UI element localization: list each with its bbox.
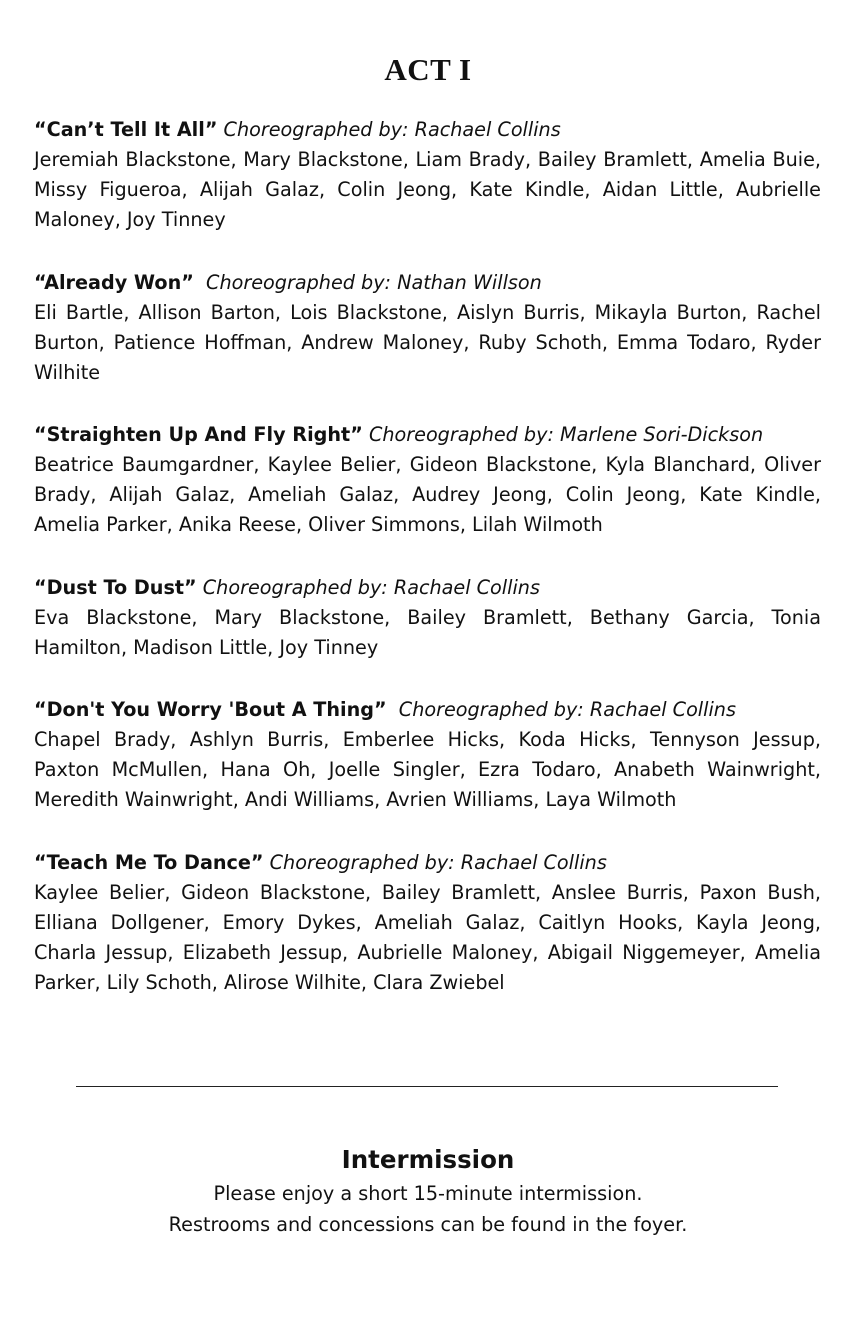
choreographer-credit: Choreographed by: Rachael Collins bbox=[398, 698, 736, 721]
intermission-facilities-note: Restrooms and concessions can be found in the foyer. bbox=[168, 1213, 688, 1236]
song-title: “Dust To Dust” bbox=[34, 575, 197, 599]
song-title: “Straighten Up And Fly Right” bbox=[34, 423, 363, 446]
choreographer-credit: Choreographed by: Rachael Collins bbox=[269, 850, 607, 874]
intermission-block bbox=[0, 1142, 856, 1240]
choreographer-credit: Choreographed by: Rachael Collins bbox=[223, 118, 561, 141]
song-title: “Don't You Worry 'Bout A Thing” bbox=[34, 698, 387, 721]
number-heading bbox=[34, 268, 821, 298]
number-heading bbox=[34, 115, 821, 145]
cast-list: Chapel Brady, Ashlyn Burris, Emberlee Hicks, Koda Hicks, Tennyson Jessup, Paxton McMullen, Hana Oh, Joelle Singler, Ezra Todaro, Anabeth Wainwright, Meredith Wainwright, Andi Williams, Avrien Williams, Laya Wilmoth bbox=[34, 728, 821, 811]
song-title: “Already Won” bbox=[34, 270, 194, 294]
section-divider bbox=[76, 1086, 778, 1087]
choreographer-credit: Choreographed by: Rachael Collins bbox=[202, 575, 540, 599]
cast-list: Eli Bartle, Allison Barton, Lois Blackstone, Aislyn Burris, Mikayla Burton, Rachel Burton, Patience Hoffman, Andrew Maloney, Ruby Schoth, Emma Todaro, Ryder Wilhite bbox=[34, 300, 821, 384]
cast-list: Eva Blackstone, Mary Blackstone, Bailey Bramlett, Bethany Garcia, Tonia Hamilton, Madison Little, Joy Tinney bbox=[34, 605, 821, 659]
program-number bbox=[34, 268, 821, 388]
choreographer-credit: Choreographed by: Marlene Sori-Dickson bbox=[368, 423, 764, 446]
intermission-note: Please enjoy a short 15-minute intermission. bbox=[213, 1182, 643, 1205]
choreographer-credit: Choreographed by: Nathan Willson bbox=[206, 270, 542, 294]
number-heading bbox=[34, 420, 821, 450]
program-number bbox=[34, 848, 821, 998]
act-title: ACT I bbox=[384, 52, 472, 87]
cast-list: Kaylee Belier, Gideon Blackstone, Bailey Bramlett, Anslee Burris, Paxon Bush, Elliana Dollgener, Emory Dykes, Ameliah Galaz, Caitlyn Hooks, Kayla Jeong, Charla Jessup, Elizabeth Jessup, Aubrielle Maloney, Abigail Niggemeyer, Amelia Parker, Lily Schoth, Alirose Wilhite, Clara Zwiebel bbox=[34, 880, 821, 994]
number-heading bbox=[34, 573, 821, 603]
number-heading bbox=[34, 695, 821, 725]
cast-list: Jeremiah Blackstone, Mary Blackstone, Liam Brady, Bailey Bramlett, Amelia Buie, Missy Figueroa, Alijah Galaz, Colin Jeong, Kate Kindle, Aidan Little, Aubrielle Maloney, Joy Tinney bbox=[34, 148, 821, 231]
program-number bbox=[34, 115, 821, 235]
number-heading bbox=[34, 848, 821, 878]
cast-list: Beatrice Baumgardner, Kaylee Belier, Gideon Blackstone, Kyla Blanchard, Oliver Brady, Alijah Galaz, Ameliah Galaz, Audrey Jeong, Colin Jeong, Kate Kindle, Amelia Parker, Anika Reese, Oliver Simmons, Lilah Wilmoth bbox=[34, 453, 821, 536]
intermission-title: Intermission bbox=[341, 1145, 515, 1174]
song-title: “Can’t Tell It All” bbox=[34, 118, 218, 141]
program-number bbox=[34, 695, 821, 815]
program-number bbox=[34, 573, 821, 663]
program-list bbox=[34, 115, 821, 1030]
program-number bbox=[34, 420, 821, 540]
song-title: “Teach Me To Dance” bbox=[34, 850, 264, 874]
